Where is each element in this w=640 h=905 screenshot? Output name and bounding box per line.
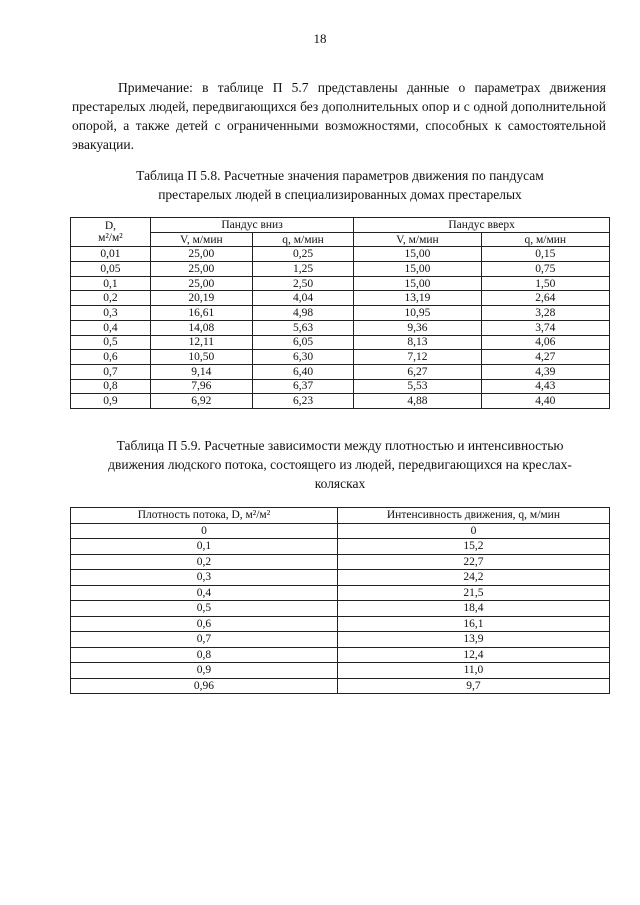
table-cell: 20,19 (150, 291, 252, 306)
table-row (71, 350, 610, 365)
table-cell: 4,04 (252, 291, 353, 306)
table-cell: 0,8 (71, 379, 151, 394)
table-row (71, 335, 610, 350)
table-cell: 16,1 (337, 616, 609, 632)
table-row (71, 306, 610, 321)
table-row (71, 364, 610, 379)
table-cell: 15,00 (354, 247, 481, 262)
caption-line: Таблица П 5.9. Расчетные зависимости между плотностью и интенсивностью (116, 438, 564, 453)
table-row (71, 678, 610, 694)
table-row (71, 291, 610, 306)
table-row (71, 523, 610, 539)
table-row (71, 554, 610, 570)
table-5-8-body (71, 247, 610, 409)
table-cell: 0,1 (71, 276, 151, 291)
subheader-q-up: q, м/мин (481, 232, 610, 247)
table-5-8 (70, 217, 610, 409)
table-cell: 0,05 (71, 262, 151, 277)
table-cell: 0,4 (71, 585, 338, 601)
header-flow-intensity: Интенсивность движения, q, м/мин (337, 508, 609, 524)
table-cell: 0,2 (71, 554, 338, 570)
table-row (71, 663, 610, 679)
table-cell: 4,98 (252, 306, 353, 321)
table-cell: 8,13 (354, 335, 481, 350)
caption-line: колясках (314, 476, 366, 491)
table-cell: 13,9 (337, 632, 609, 648)
table-row (71, 632, 610, 648)
table-cell: 3,28 (481, 306, 610, 321)
table-row (71, 320, 610, 335)
table-row (71, 276, 610, 291)
table-cell: 0,75 (481, 262, 610, 277)
subheader-v-down: V, м/мин (150, 232, 252, 247)
table-cell: 0,6 (71, 350, 151, 365)
table-row (71, 247, 610, 262)
table-row (71, 262, 610, 277)
table-cell: 0,4 (71, 320, 151, 335)
subheader-q-down: q, м/мин (252, 232, 353, 247)
header-density (71, 218, 151, 247)
table-cell: 4,40 (481, 394, 610, 409)
table-cell: 4,27 (481, 350, 610, 365)
table-cell: 0,3 (71, 570, 338, 586)
table-cell: 7,12 (354, 350, 481, 365)
table-cell: 25,00 (150, 276, 252, 291)
table-cell: 0,5 (71, 335, 151, 350)
header-ramp-up: Пандус вверх (354, 218, 610, 233)
header-ramp-down: Пандус вниз (150, 218, 353, 233)
table-cell: 15,2 (337, 539, 609, 555)
note-paragraph: Примечание: в таблице П 5.7 представлены данные о параметрах движения престарелых людей, передвигающихся без дополнительных опор и с одной дополнительной опорой, а также детей с ограниченными возможностями, способных к самостоятельной эвакуации. (72, 80, 606, 152)
table-cell: 6,92 (150, 394, 252, 409)
table-cell: 6,23 (252, 394, 353, 409)
table-cell: 0,8 (71, 647, 338, 663)
subheader-v-up: V, м/мин (354, 232, 481, 247)
table-cell: 6,40 (252, 364, 353, 379)
page-number: 18 (313, 31, 327, 46)
table-cell: 0,25 (252, 247, 353, 262)
table-cell: 1,25 (252, 262, 353, 277)
table-cell: 16,61 (150, 306, 252, 321)
table-row (71, 601, 610, 617)
table-cell: 12,4 (337, 647, 609, 663)
table-5-9-body (71, 523, 610, 694)
table-cell: 6,27 (354, 364, 481, 379)
table-cell: 0,1 (71, 539, 338, 555)
table-row (71, 394, 610, 409)
table-cell: 4,43 (481, 379, 610, 394)
table-cell: 0,7 (71, 364, 151, 379)
header-flow-density: Плотность потока, D, м²/м² (71, 508, 338, 524)
table-row (71, 585, 610, 601)
table-row (71, 616, 610, 632)
table-cell: 1,50 (481, 276, 610, 291)
table-cell: 0,9 (71, 394, 151, 409)
table-row (71, 570, 610, 586)
table-cell: 25,00 (150, 247, 252, 262)
table-cell: 0,2 (71, 291, 151, 306)
table-cell: 6,37 (252, 379, 353, 394)
caption-line: движения людского потока, состоящего из людей, передвигающихся на креслах- (108, 457, 572, 472)
table-cell: 10,95 (354, 306, 481, 321)
table-5-9-caption (60, 436, 620, 493)
table-row (71, 647, 610, 663)
table-cell: 6,30 (252, 350, 353, 365)
table-cell: 0 (337, 523, 609, 539)
header-d-symbol: D, (104, 220, 116, 233)
table-cell: 15,00 (354, 262, 481, 277)
table-cell: 3,74 (481, 320, 610, 335)
table-cell: 2,50 (252, 276, 353, 291)
table-cell: 25,00 (150, 262, 252, 277)
table-cell: 5,63 (252, 320, 353, 335)
table-cell: 4,39 (481, 364, 610, 379)
caption-line: престарелых людей в специализированных домах престарелых (158, 187, 522, 202)
table-cell: 0,15 (481, 247, 610, 262)
table-cell: 24,2 (337, 570, 609, 586)
table-cell: 0,5 (71, 601, 338, 617)
table-5-9 (70, 507, 610, 694)
table-row (71, 379, 610, 394)
table-cell: 2,64 (481, 291, 610, 306)
table-cell: 12,11 (150, 335, 252, 350)
table-cell: 4,88 (354, 394, 481, 409)
table-cell: 18,4 (337, 601, 609, 617)
table-cell: 9,14 (150, 364, 252, 379)
table-cell: 0 (71, 523, 338, 539)
table-cell: 0,3 (71, 306, 151, 321)
table-cell: 0,6 (71, 616, 338, 632)
table-cell: 9,36 (354, 320, 481, 335)
header-d-unit: м²/м² (98, 232, 123, 245)
table-cell: 15,00 (354, 276, 481, 291)
table-5-8-caption (60, 166, 620, 204)
table-cell: 5,53 (354, 379, 481, 394)
table-cell: 11,0 (337, 663, 609, 679)
table-cell: 21,5 (337, 585, 609, 601)
caption-line: Таблица П 5.8. Расчетные значения параметров движения по пандусам (136, 168, 544, 183)
table-cell: 6,05 (252, 335, 353, 350)
table-cell: 9,7 (337, 678, 609, 694)
table-cell: 13,19 (354, 291, 481, 306)
table-cell: 0,7 (71, 632, 338, 648)
table-cell: 4,06 (481, 335, 610, 350)
table-row (71, 539, 610, 555)
table-cell: 0,01 (71, 247, 151, 262)
table-cell: 0,9 (71, 663, 338, 679)
table-cell: 22,7 (337, 554, 609, 570)
table-cell: 14,08 (150, 320, 252, 335)
table-cell: 0,96 (71, 678, 338, 694)
table-cell: 10,50 (150, 350, 252, 365)
table-cell: 7,96 (150, 379, 252, 394)
